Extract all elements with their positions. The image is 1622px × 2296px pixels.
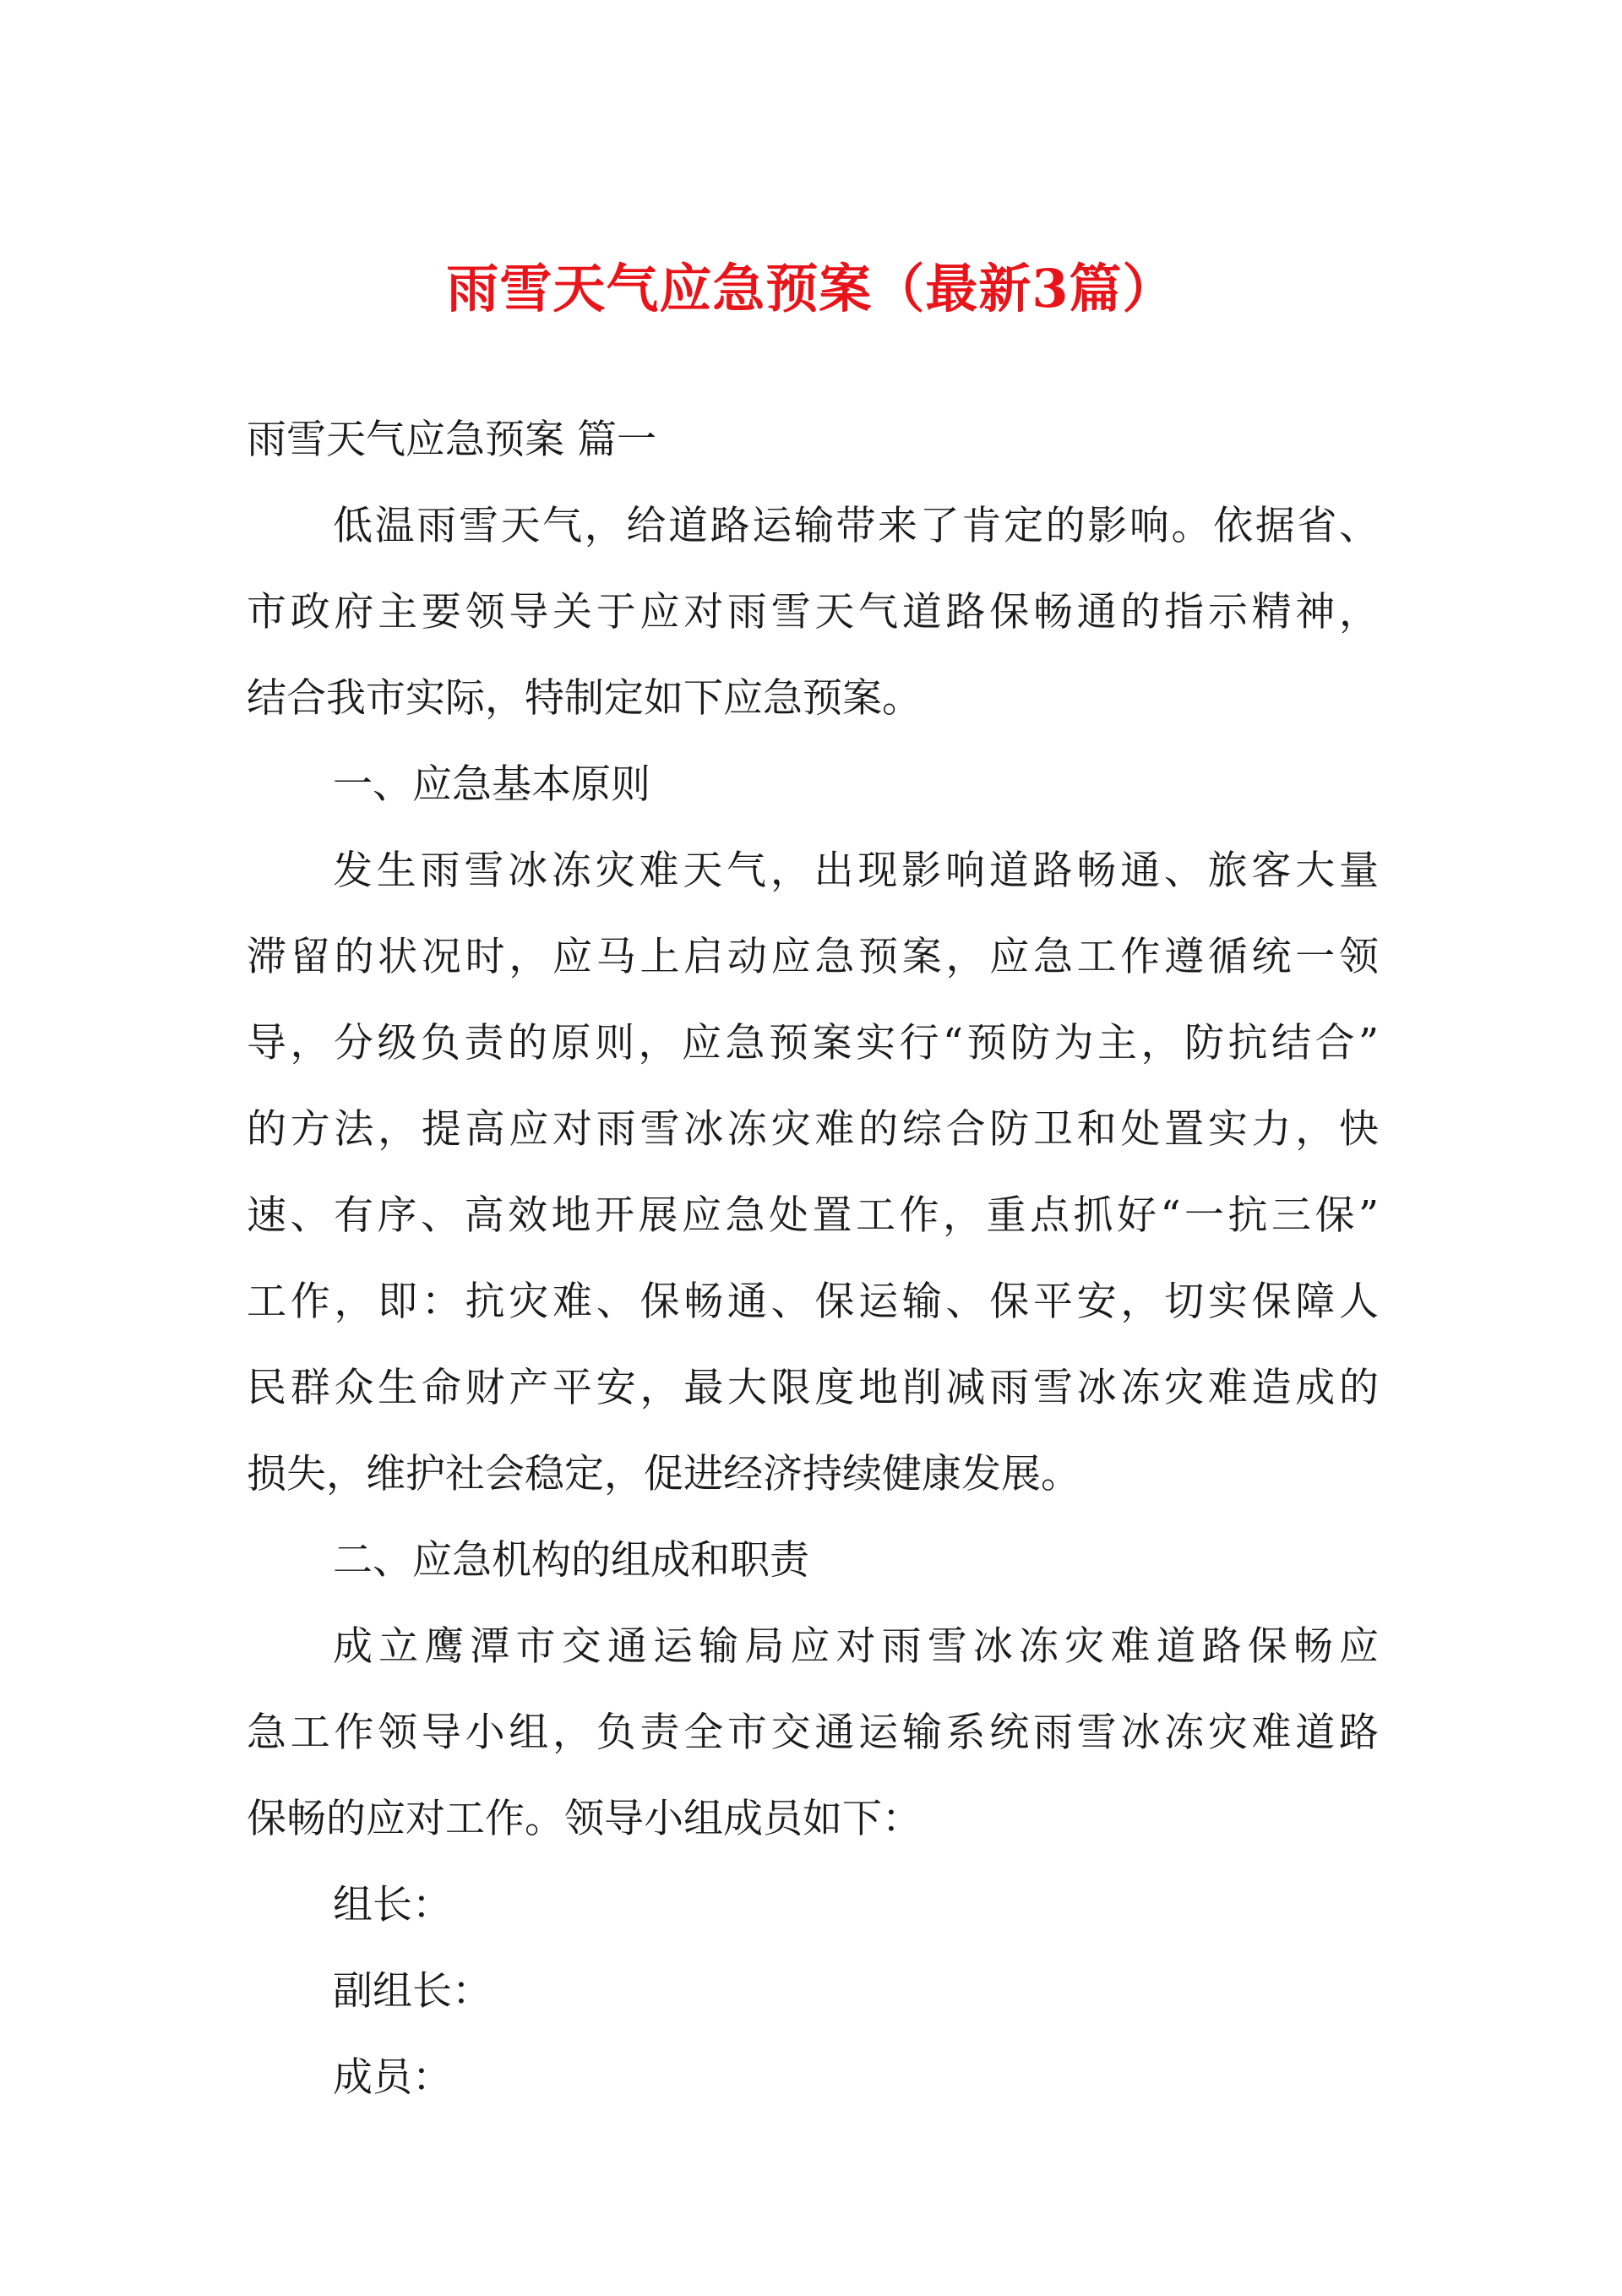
- subheading-organization: 二、应急机构的组成和职责: [333, 1537, 809, 1584]
- paragraph-line: 急工作领导小组，负责全市交通运输系统雨雪冰冻灾难道路: [247, 1710, 1379, 1756]
- paragraph-line: 滞留的状况时，应马上启动应急预案，应急工作遵循统一领: [247, 934, 1379, 980]
- paragraph-line: 保畅的应对工作。领导小组成员如下：: [247, 1796, 922, 1842]
- paragraph-line: 发生雨雪冰冻灾难天气，出现影响道路畅通、旅客大量: [333, 848, 1379, 894]
- subheading-principles: 一、应急基本原则: [333, 761, 650, 808]
- document-title: 雨雪天气应急预案（最新3篇）: [446, 258, 1176, 319]
- paragraph-line: 结合我市实际，特制定如下应急预案。: [247, 675, 922, 722]
- paragraph-line: 导，分级负责的原则，应急预案实行“预防为主，防抗结合”: [247, 1020, 1379, 1066]
- section-heading-1: 雨雪天气应急预案 篇一: [247, 417, 656, 463]
- document-body: [247, 397, 1379, 2121]
- paragraph-line: 的方法，提高应对雨雪冰冻灾难的综合防卫和处置实力，快: [247, 1106, 1379, 1153]
- paragraph-line: 损失，维护社会稳定，促进经济持续健康发展。: [247, 1451, 1080, 1497]
- member-label-members: 成员：: [333, 2054, 452, 2101]
- paragraph-line: 民群众生命财产平安，最大限度地削减雨雪冰冻灾难造成的: [247, 1365, 1379, 1411]
- member-label-deputy: 副组长：: [333, 1968, 492, 2015]
- paragraph-line: 速、有序、高效地开展应急处置工作，重点抓好“一抗三保”: [247, 1192, 1379, 1239]
- paragraph-line: 低温雨雪天气，给道路运输带来了肯定的影响。依据省、: [333, 503, 1379, 549]
- member-label-leader: 组长：: [333, 1882, 452, 1928]
- paragraph-line: 成立鹰潭市交通运输局应对雨雪冰冻灾难道路保畅应: [333, 1623, 1379, 1670]
- paragraph-line: 市政府主要领导关于应对雨雪天气道路保畅通的指示精神，: [247, 589, 1379, 635]
- paragraph-line: 工作，即：抗灾难、保畅通、保运输、保平安，切实保障人: [247, 1279, 1379, 1325]
